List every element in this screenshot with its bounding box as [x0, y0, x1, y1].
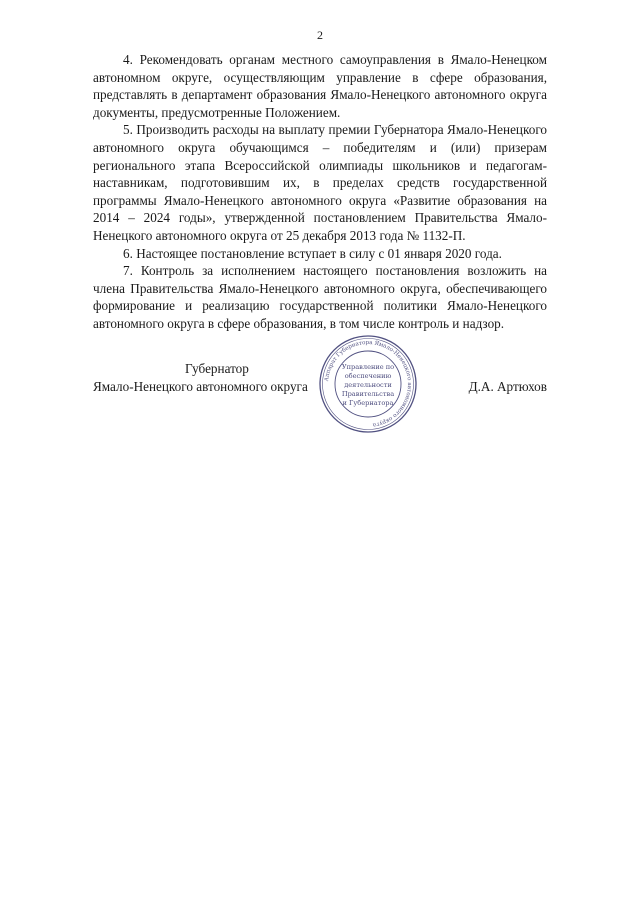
signatory-name: Д.А. Артюхов — [468, 378, 547, 394]
document-body — [93, 51, 547, 333]
seal-stamp-icon — [318, 334, 418, 434]
seal-ring-text-path: Аппарат Губернатора Ямало-Ненецкого автономного округа — [324, 339, 413, 428]
signatory-title-line1: Губернатор — [185, 361, 249, 376]
seal-center-line-4: Правительства — [341, 390, 395, 398]
seal-center-line-1: Управление по — [341, 363, 395, 371]
paragraph-4: 4. Рекомендовать органам местного самоуправления в Ямало-Ненецком автономном округе, осуществляющим управление в сфере образования, представлять в департамент образования Ямало-Ненецкого автономного округа документы, предусмотренные Положением. — [93, 52, 547, 120]
paragraph-7: 7. Контроль за исполнением настоящего постановления возложить на члена Правительства Ямало-Ненецкого автономного округа, обеспечивающего формирование и реализацию государственной политики Ямало-Ненецкого автономного округа в сфере образования, в том числе контроль и надзор. — [93, 263, 547, 331]
seal-center-line-3: деятельности — [344, 381, 392, 389]
paragraph-5: 5. Производить расходы на выплату премии Губернатора Ямало-Ненецкого автономного округа обучающимся – победителям и (или) призерам регионального этапа Всероссийской олимпиады школьников и педагогам-наставникам, подготовившим их, в пределах средств государственной программы Ямало-Ненецкого автономного округа «Развитие образования на 2014 – 2024 годы», утвержденной постановлением Правительства Ямало-Ненецкого автономного округа от 25 декабря 2013 года № 1132-П. — [93, 122, 547, 243]
paragraph-6: 6. Настоящее постановление вступает в силу с 01 января 2020 года. — [123, 245, 502, 261]
page-number: 2 — [317, 28, 323, 42]
seal-center-line-5: и Губернатора — [342, 399, 394, 407]
signatory-title-line2: Ямало-Ненецкого автономного округа — [93, 378, 308, 394]
seal-center-text — [342, 363, 394, 407]
official-seal — [318, 334, 418, 434]
seal-center-line-2: обеспечению — [344, 372, 392, 380]
